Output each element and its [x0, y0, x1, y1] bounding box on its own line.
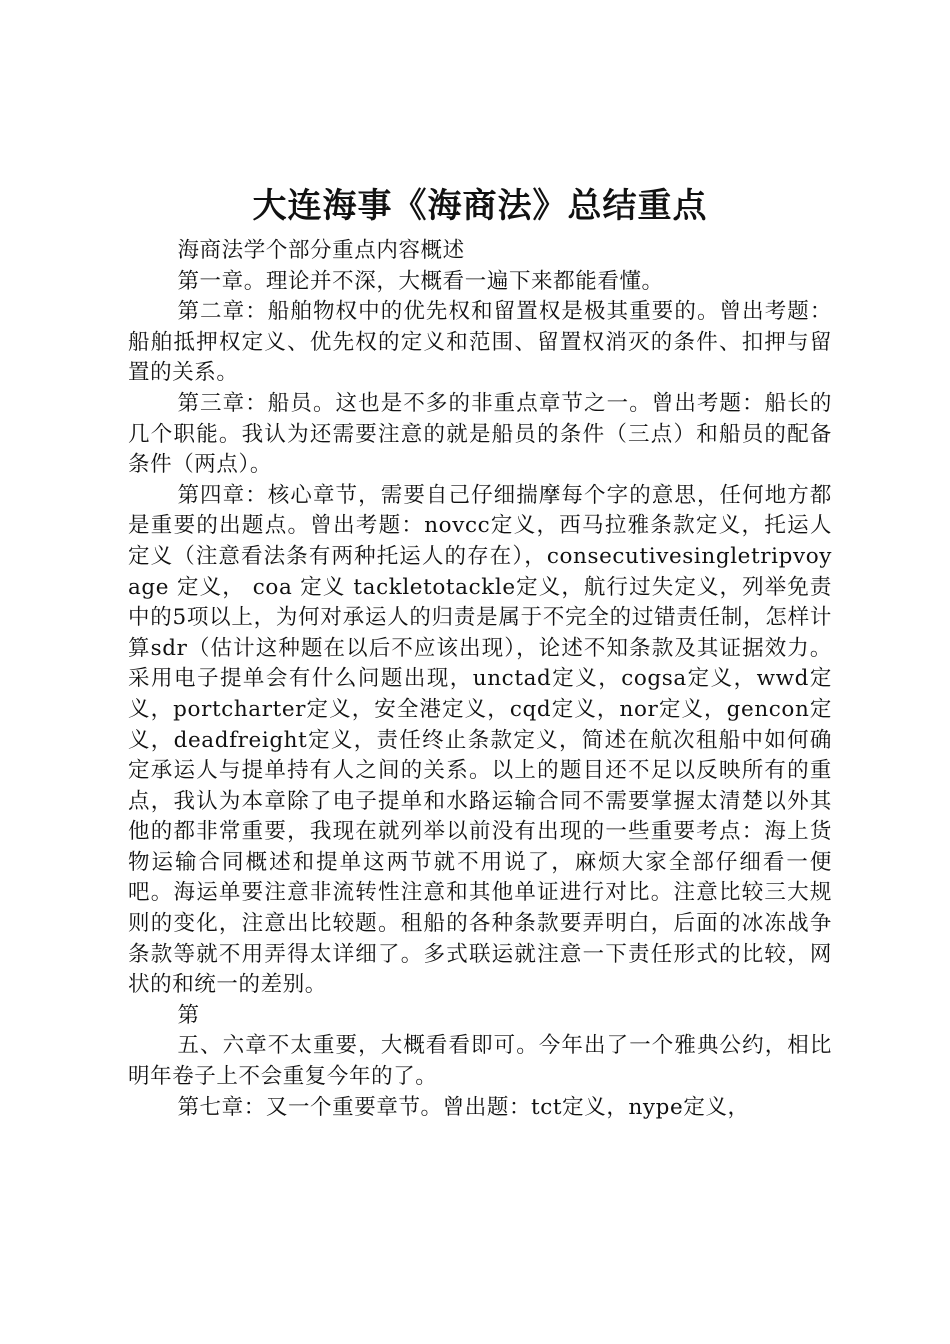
paragraph-chapter-1: 第一章。理论并不深，大概看一遍下来都能看懂。 — [177, 268, 664, 294]
paragraph-overview: 海商法学个部分重点内容概述 — [177, 238, 465, 263]
paragraph-chapter-4: 第四章：核心章节，需要自己仔细揣摩每个字的意思，任何地方都是重要的出题点。曾出考题：novcc定义，西马拉雅条款定义，托运人定义（注意看法条有两种托运人的存在），consecutivesingletripvoyage 定义， coa 定义 tackletotackle定义，航行过失定义，列举免责中的5项以上，为何对承运人的归责是属于不完全的过错责任制，怎样计算sdr（估计这种题在以后不应该出现），论述不知条款及其证据效力。采用电子提单会有什么问题出现，unctad定义，cogsa定义，wwd定义，portcharter定义，安全港定义，cqd定义，nor定义，gencon定义，deadfreight定义，责任终止条款定义，简述在航次租船中如何确定承运人与提单持有人之间的关系。以上的题目还不足以反映所有的重点，我认为本章除了电子提单和水路运输合同不需要掌握太清楚以外其他的都非常重要，我现在就列举以前没有出现的一些重要考点：海上货物运输合同概述和提单这两节就不用说了，麻烦大家全部仔细看一便吧。海运单要注意非流转性注意和其他单证进行对比。注意比较三大规则的变化，注意出比较题。租船的各种条款要弄明白，后面的冰冻战争条款等就不用弄得太详细了。多式联运就注意一下责任形式的比较，网状的和统一的差别。 — [128, 482, 832, 998]
paragraph-chapter-2: 第二章：船舶物权中的优先权和留置权是极其重要的。曾出考题：船舶抵押权定义、优先权的定义和范围、留置权消灭的条件、扣押与留置的关系。 — [128, 299, 832, 386]
document-title: 大连海事《海商法》总结重点 — [252, 186, 708, 226]
paragraph-chapter-3: 第三章：船员。这也是不多的非重点章节之一。曾出考题：船长的几个职能。我认为还需要注意的就是船员的条件（三点）和船员的配备条件（两点）。 — [128, 390, 832, 478]
paragraph-chapter-7: 第七章：又一个重要章节。曾出题：tct定义，nype定义， — [177, 1094, 750, 1120]
paragraph-fragment: 第 — [177, 1002, 200, 1028]
document-page — [128, 180, 832, 1123]
paragraph-chapter-5-6: 五、六章不太重要，大概看看即可。今年出了一个雅典公约，相比明年卷子上不会重复今年的了。 — [128, 1033, 832, 1090]
